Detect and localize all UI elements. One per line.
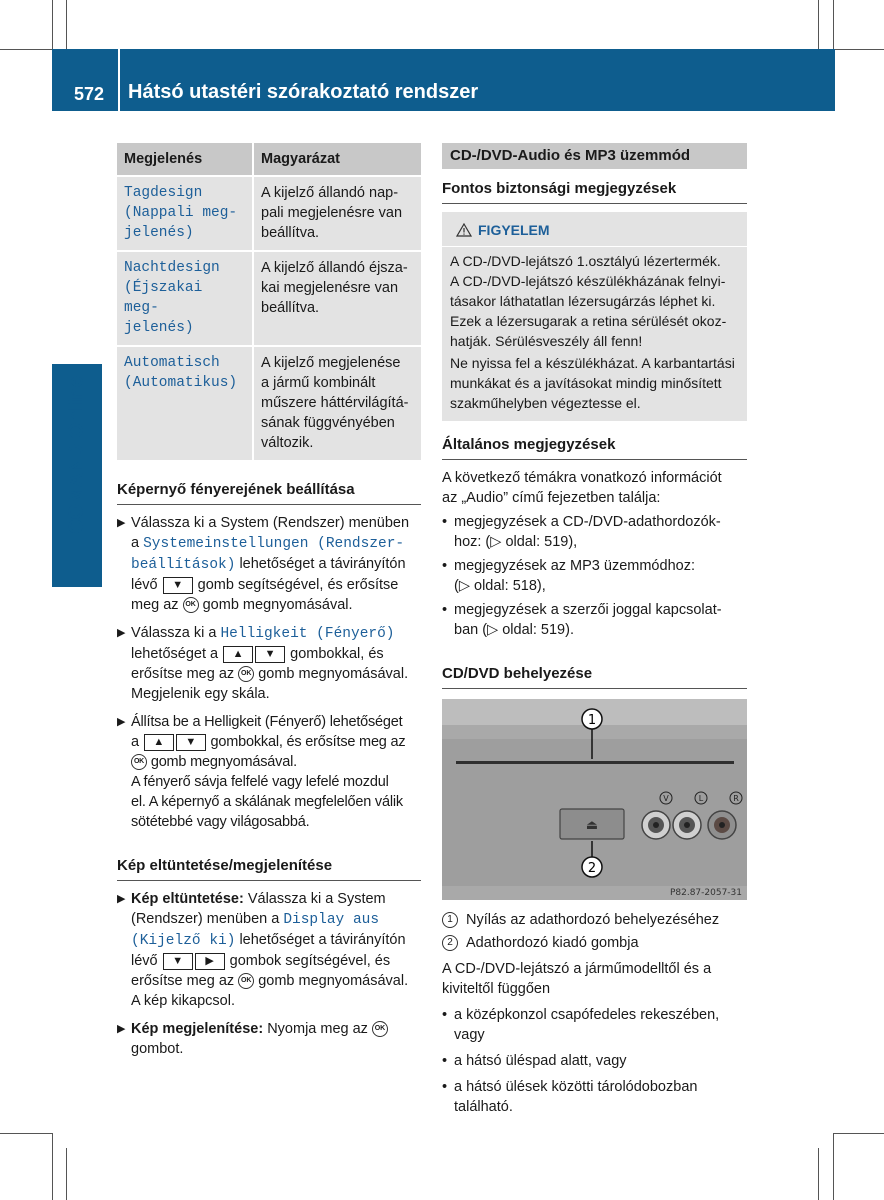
- table-row: [117, 346, 421, 460]
- instruction-step: ▶ Válassza ki a Helligkeit (Fényerő) lehetőséget a ▲ ▼ gombokkal, és erősítse meg az OK gomb megnyomásával. Megjelenik egy skála.: [117, 625, 409, 702]
- crop-mark: [818, 1148, 819, 1200]
- paragraph: A CD-/DVD-lejátszó a járműmodelltől és a kiviteltől függően: [442, 961, 712, 997]
- step-marker-icon: ▶: [117, 627, 126, 639]
- eject-icon: ⏏: [585, 818, 599, 833]
- page-title: Hátsó utastéri szórakoztató rendszer: [128, 81, 479, 103]
- figure-legend: [442, 910, 747, 953]
- list-item: • a középkonzol csapófedeles rekeszében, vagy: [442, 1007, 720, 1043]
- down-key-icon: ▼: [163, 953, 193, 970]
- table-header: Magyarázat: [253, 143, 421, 176]
- cd-player-illustration: [442, 699, 747, 900]
- section-heading-general: Általános megjegyzések: [442, 435, 747, 460]
- chapter-label: COMAND Online: [65, 376, 88, 534]
- list-item: • a hátsó üléspad alatt, vagy: [442, 1053, 627, 1069]
- instruction-step: ▶ Állítsa be a Helligkeit (Fényerő) lehetőséget a ▲ ▼ gombokkal, és erősítse meg az OK gomb megnyomásával. A fényerő sávja felfelé vagy lefelé mozdul el. A képernyő a skálának megfelelően válik sötétebbé vagy világosabbá.: [117, 714, 406, 830]
- table-header: Megjelenés: [117, 143, 253, 176]
- ok-button-icon: OK: [372, 1021, 388, 1037]
- menu-item-code: Systemeinstellungen (Rendszer-: [143, 536, 405, 552]
- audio-left-jack: [673, 811, 701, 839]
- figure-code: P82.87-2057-31: [669, 888, 742, 898]
- legend-item: 2 Adathordozó kiadó gombja: [442, 933, 747, 953]
- list-item: • a hátsó ülések közötti tárolódobozban található.: [442, 1079, 698, 1115]
- callout-1: 1: [587, 713, 597, 728]
- table-cell-term: Nachtdesign (Éjszakai meg- jelenés): [117, 251, 253, 346]
- crop-mark: [835, 49, 884, 50]
- warning-triangle-icon: [456, 223, 472, 237]
- warning-text: A CD-/DVD-lejátszó 1.osztályú lézertermék. A CD-/DVD-lejátszó készülékházának felnyi- tásakor láthatatlan lézersugárzás léphet ki. Ezek a lézersugarak a retina sérülését okoz- hatják. Sérülésveszély áll fenn!: [450, 253, 727, 349]
- warning-header: FIGYELEM: [442, 216, 747, 247]
- step-marker-icon: ▶: [117, 716, 126, 728]
- section-heading-display-off: Kép eltüntetése/megjelenítése: [117, 856, 421, 881]
- video-jack: [642, 811, 670, 839]
- section-heading-insert: CD/DVD behelyezése: [442, 664, 747, 689]
- list-item: • megjegyzések a CD-/DVD-adathordozók- hoz: (▷ oldal: 519),: [442, 514, 721, 550]
- up-key-icon: ▲: [223, 646, 253, 663]
- crop-mark: [818, 0, 819, 49]
- crop-mark: [66, 0, 67, 49]
- table-row: [117, 176, 421, 251]
- table-row: [117, 251, 421, 346]
- disc-slot: [456, 761, 734, 764]
- crop-mark: [66, 1148, 67, 1200]
- list-item: • megjegyzések az MP3 üzemmódhoz: (▷ oldal: 518),: [442, 558, 695, 594]
- section-heading-brightness: Képernyő fényerejének beállítása: [117, 480, 421, 505]
- legend-item: 1 Nyílás az adathordozó behelyezéséhez: [442, 910, 747, 930]
- jack-label-v: V: [663, 794, 669, 803]
- menu-item-code: Display aus: [283, 912, 380, 928]
- list-item: • megjegyzések a szerzői joggal kapcsolat- ban (▷ oldal: 519).: [442, 602, 722, 638]
- menu-item-code: beállítások): [131, 557, 236, 573]
- table-cell-term: Tagdesign (Nappali meg- jelenés): [117, 176, 253, 251]
- down-key-icon: ▼: [163, 577, 193, 594]
- crop-mark: [52, 0, 53, 49]
- paragraph: A következő témákra vonatkozó információt az „Audio” című fejezetben találja:: [442, 470, 722, 506]
- up-key-icon: ▲: [144, 734, 174, 751]
- section-heading-safety: Fontos biztonsági megjegyzések: [442, 179, 747, 204]
- warning-text: Ne nyissa fel a készülékházat. A karbantartási munkákat és a javításokat mindig minősített szakműhelyben végeztesse el.: [450, 355, 735, 411]
- crop-mark: [52, 1133, 53, 1200]
- page-number: 572: [74, 84, 105, 104]
- down-key-icon: ▼: [176, 734, 206, 751]
- table-cell-desc: A kijelző megjelenése a jármű kombinált műszere háttérvilágítá- sának függvényében változik.: [253, 346, 421, 460]
- crop-mark: [833, 1133, 834, 1200]
- instruction-step: ▶ Válassza ki a System (Rendszer) menüben a Systemeinstellungen (Rendszer- beállítások) lehetőséget a távirányítón lévő ▼ gomb segítségével, és erősítse meg az OK gomb megnyomásával.: [117, 515, 410, 613]
- crop-mark: [833, 1133, 884, 1134]
- warning-box: [442, 212, 747, 421]
- left-column: [117, 143, 421, 1067]
- menu-item-code: Helligkeit (Fényerő): [220, 626, 395, 642]
- right-key-icon: ▶: [195, 953, 225, 970]
- step-marker-icon: ▶: [117, 893, 126, 905]
- table-cell-term: Automatisch (Automatikus): [117, 346, 253, 460]
- jack-label-r: R: [733, 794, 739, 803]
- crop-mark: [833, 0, 834, 49]
- table-cell-desc: A kijelző állandó éjsza- kai megjelenésre van beállítva.: [253, 251, 421, 346]
- ok-button-icon: OK: [238, 973, 254, 989]
- section-bar-cd-mode: CD-/DVD-Audio és MP3 üzemmód: [442, 143, 747, 169]
- callout-2: 2: [587, 861, 597, 876]
- jack-label-l: L: [698, 794, 704, 803]
- crop-mark: [0, 1133, 52, 1134]
- menu-item-code: (Kijelző ki): [131, 933, 236, 949]
- ok-button-icon: OK: [238, 666, 254, 682]
- right-column: [442, 143, 747, 1121]
- step-marker-icon: ▶: [117, 1023, 126, 1035]
- instruction-step: ▶ Kép megjelenítése: Nyomja meg az OK gombot.: [117, 1019, 421, 1059]
- table-cell-desc: A kijelző állandó nap- pali megjelenésre van beállítva.: [253, 176, 421, 251]
- step-marker-icon: ▶: [117, 517, 126, 529]
- ok-button-icon: OK: [131, 754, 147, 770]
- down-key-icon: ▼: [255, 646, 285, 663]
- instruction-step: ▶ Kép eltüntetése: Válassza ki a System (Rendszer) menüben a Display aus (Kijelző ki) lehetőséget a távirányítón lévő ▼ ▶ gombok segítségével, és erősítse meg az OK gomb megnyomásával. A kép kikapcsol.: [117, 891, 409, 1009]
- audio-right-jack: [708, 811, 736, 839]
- crop-mark: [0, 49, 52, 50]
- display-design-table: [117, 143, 421, 460]
- ok-button-icon: OK: [183, 597, 199, 613]
